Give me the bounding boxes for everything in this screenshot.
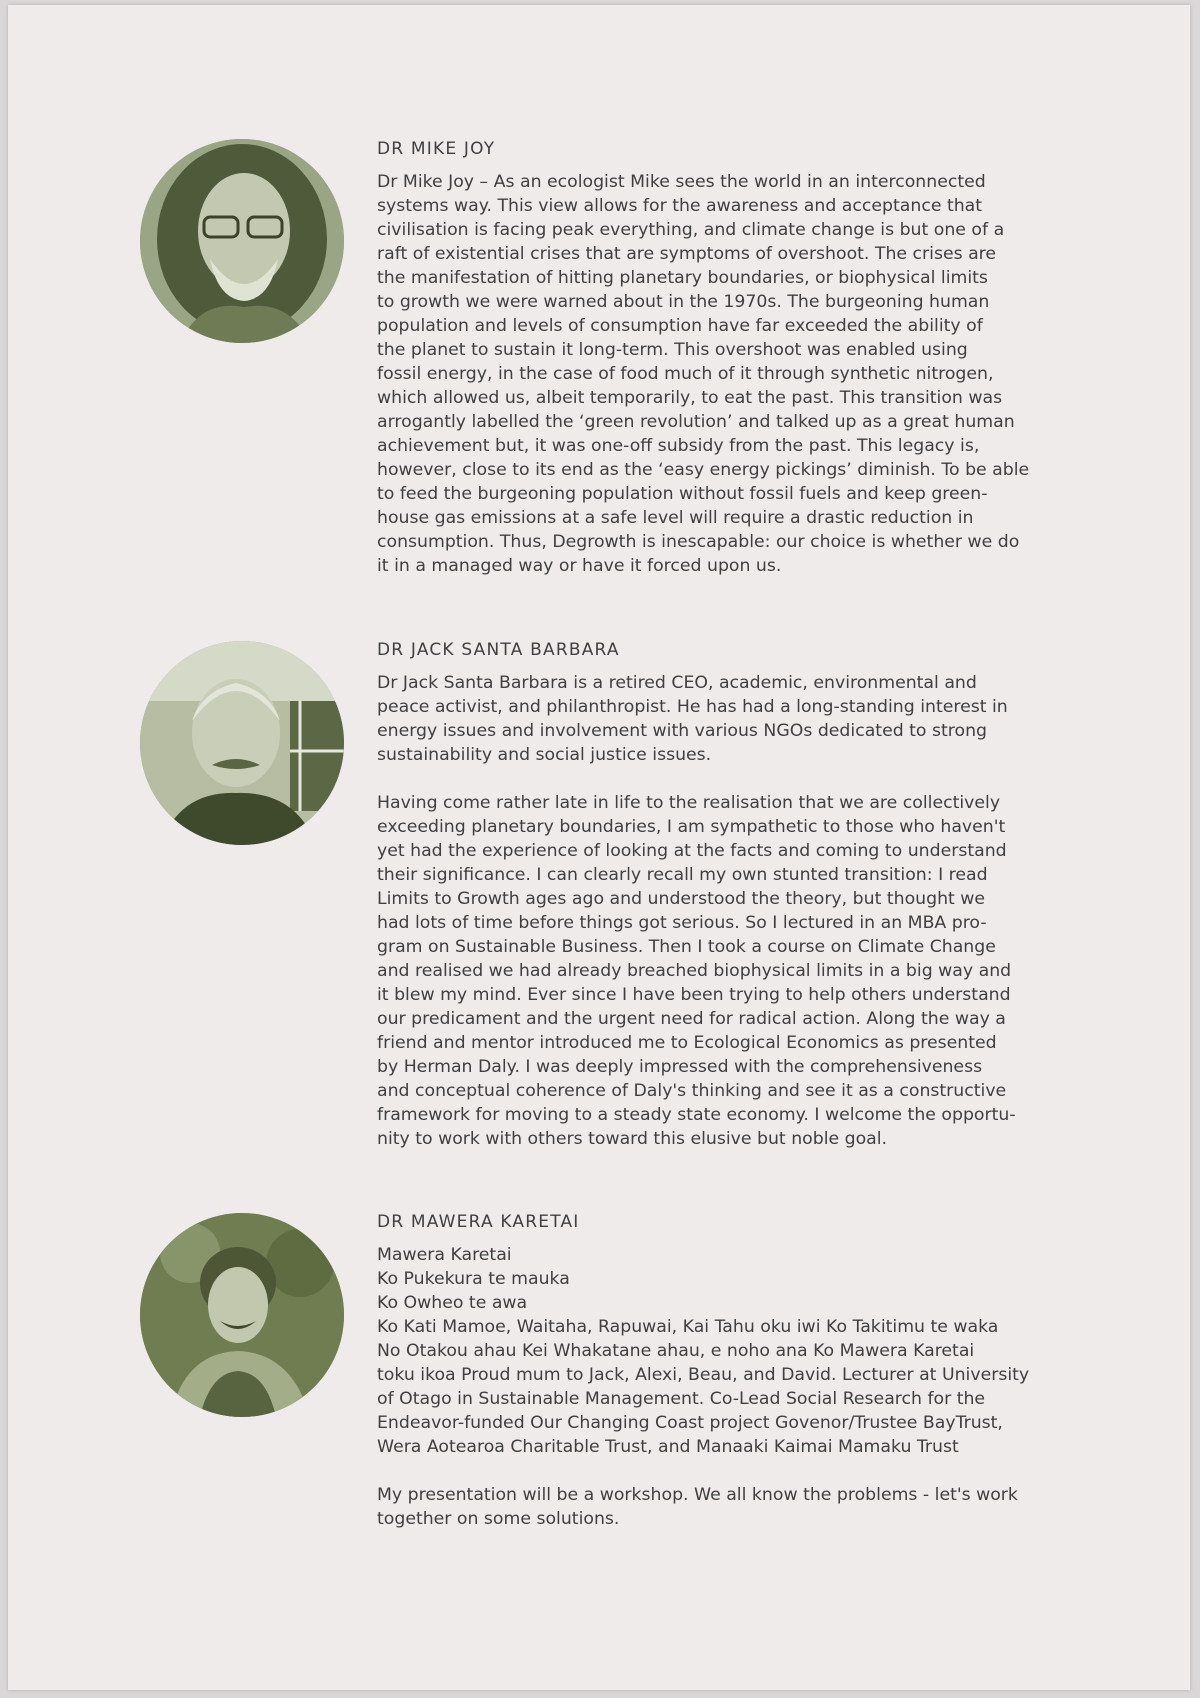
bio-line: Limits to Growth ages ago and understood the theory, but thought we bbox=[377, 889, 986, 909]
speaker-name: DR MAWERA KARETAI bbox=[377, 1212, 580, 1232]
bio-line: Ko Kati Mamoe, Waitaha, Rapuwai, Kai Tahu oku iwi Ko Takitimu te waka bbox=[377, 1317, 999, 1337]
bio-line: the planet to sustain it long-term. This overshoot was enabled using bbox=[377, 340, 968, 360]
bio-line: and conceptual coherence of Daly's thinking and see it as a constructive bbox=[377, 1081, 1007, 1101]
page-sheet bbox=[8, 5, 1190, 1690]
bio-line: friend and mentor introduced me to Ecological Economics as presented bbox=[377, 1033, 997, 1053]
bio-line: population and levels of consumption have far exceeded the ability of bbox=[377, 316, 983, 336]
bio-line: Ko Pukekura te mauka bbox=[377, 1269, 570, 1289]
bio-line: however, close to its end as the ‘easy energy pickings’ diminish. To be able bbox=[377, 460, 1030, 480]
bio-line: achievement but, it was one-off subsidy from the past. This legacy is, bbox=[377, 436, 980, 456]
portrait-jack-santa-barbara-image bbox=[140, 641, 344, 845]
bio-line: gram on Sustainable Business. Then I took a course on Climate Change bbox=[377, 937, 996, 957]
bio-line: nity to work with others toward this elusive but noble goal. bbox=[377, 1129, 888, 1149]
bio-line: Having come rather late in life to the realisation that we are collectively bbox=[377, 793, 1001, 813]
bio-paragraph bbox=[377, 1483, 1077, 1531]
speaker-name: DR MIKE JOY bbox=[377, 139, 496, 159]
bio-mike-joy bbox=[377, 138, 1077, 578]
bio-line: Dr Mike Joy – As an ecologist Mike sees the world in an interconnected bbox=[377, 172, 986, 192]
portrait-mike-joy-image bbox=[140, 139, 344, 343]
bio-line: to feed the burgeoning population without fossil fuels and keep green- bbox=[377, 484, 988, 504]
bio-paragraph bbox=[377, 791, 1077, 1151]
portrait-mawera-karetai-image bbox=[140, 1213, 344, 1417]
bio-paragraph bbox=[377, 1243, 1077, 1459]
bio-line: No Otakou ahau Kei Whakatane ahau, e noho ana Ko Mawera Karetai bbox=[377, 1341, 975, 1361]
speaker-name: DR JACK SANTA BARBARA bbox=[377, 640, 620, 660]
bio-line: which allowed us, albeit temporarily, to eat the past. This transition was bbox=[377, 388, 1003, 408]
bio-line: raft of existential crises that are symptoms of overshoot. The crises are bbox=[377, 244, 997, 264]
bio-line: by Herman Daly. I was deeply impressed with the comprehensiveness bbox=[377, 1057, 983, 1077]
bio-line: Dr Jack Santa Barbara is a retired CEO, academic, environmental and bbox=[377, 673, 977, 693]
bio-mawera-karetai bbox=[377, 1211, 1077, 1531]
bio-line: systems way. This view allows for the awareness and acceptance that bbox=[377, 196, 983, 216]
bio-line: toku ikoa Proud mum to Jack, Alexi, Beau, and David. Lecturer at University bbox=[377, 1365, 1030, 1385]
bio-paragraph bbox=[377, 170, 1077, 578]
bio-line: and realised we had already breached biophysical limits in a big way and bbox=[377, 961, 1012, 981]
bio-line: had lots of time before things got serious. So I lectured in an MBA pro- bbox=[377, 913, 987, 933]
portrait-mike-joy bbox=[140, 139, 344, 343]
bio-line: our predicament and the urgent need for radical action. Along the way a bbox=[377, 1009, 1006, 1029]
bio-line: their significance. I can clearly recall my own stunted transition: I read bbox=[377, 865, 988, 885]
bio-line: the manifestation of hitting planetary boundaries, or biophysical limits bbox=[377, 268, 988, 288]
bio-line: it in a managed way or have it forced upon us. bbox=[377, 556, 782, 576]
bio-line: civilisation is facing peak everything, and climate change is but one of a bbox=[377, 220, 1005, 240]
bio-line: of Otago in Sustainable Management. Co-Lead Social Research for the bbox=[377, 1389, 986, 1409]
bio-line: to growth we were warned about in the 1970s. The burgeoning human bbox=[377, 292, 990, 312]
bio-line: exceeding planetary boundaries, I am sympathetic to those who haven't bbox=[377, 817, 1006, 837]
bio-line: house gas emissions at a safe level will require a drastic reduction in bbox=[377, 508, 974, 528]
portrait-jack-santa-barbara bbox=[140, 641, 344, 845]
bio-line: yet had the experience of looking at the facts and coming to understand bbox=[377, 841, 1007, 861]
bio-line: Ko Owheo te awa bbox=[377, 1293, 528, 1313]
bio-line: Mawera Karetai bbox=[377, 1245, 512, 1265]
bio-paragraph bbox=[377, 671, 1077, 767]
bio-line: fossil energy, in the case of food much of it through synthetic nitrogen, bbox=[377, 364, 994, 384]
bio-jack-santa-barbara bbox=[377, 639, 1077, 1151]
bio-line: framework for moving to a steady state economy. I welcome the opportu- bbox=[377, 1105, 1016, 1125]
bio-line: it blew my mind. Ever since I have been trying to help others understand bbox=[377, 985, 1011, 1005]
bio-line: together on some solutions. bbox=[377, 1509, 620, 1529]
bio-line: energy issues and involvement with various NGOs dedicated to strong bbox=[377, 721, 987, 741]
bio-line: sustainability and social justice issues. bbox=[377, 745, 712, 765]
bio-line: Wera Aotearoa Charitable Trust, and Manaaki Kaimai Mamaku Trust bbox=[377, 1437, 959, 1457]
bio-line: consumption. Thus, Degrowth is inescapable: our choice is whether we do bbox=[377, 532, 1020, 552]
bio-line: My presentation will be a workshop. We all know the problems - let's work bbox=[377, 1485, 1018, 1505]
bio-line: peace activist, and philanthropist. He has had a long-standing interest in bbox=[377, 697, 1008, 717]
bio-line: Endeavor-funded Our Changing Coast project Govenor/Trustee BayTrust, bbox=[377, 1413, 1003, 1433]
portrait-mawera-karetai bbox=[140, 1213, 344, 1417]
bio-line: arrogantly labelled the ‘green revolution’ and talked up as a great human bbox=[377, 412, 1015, 432]
